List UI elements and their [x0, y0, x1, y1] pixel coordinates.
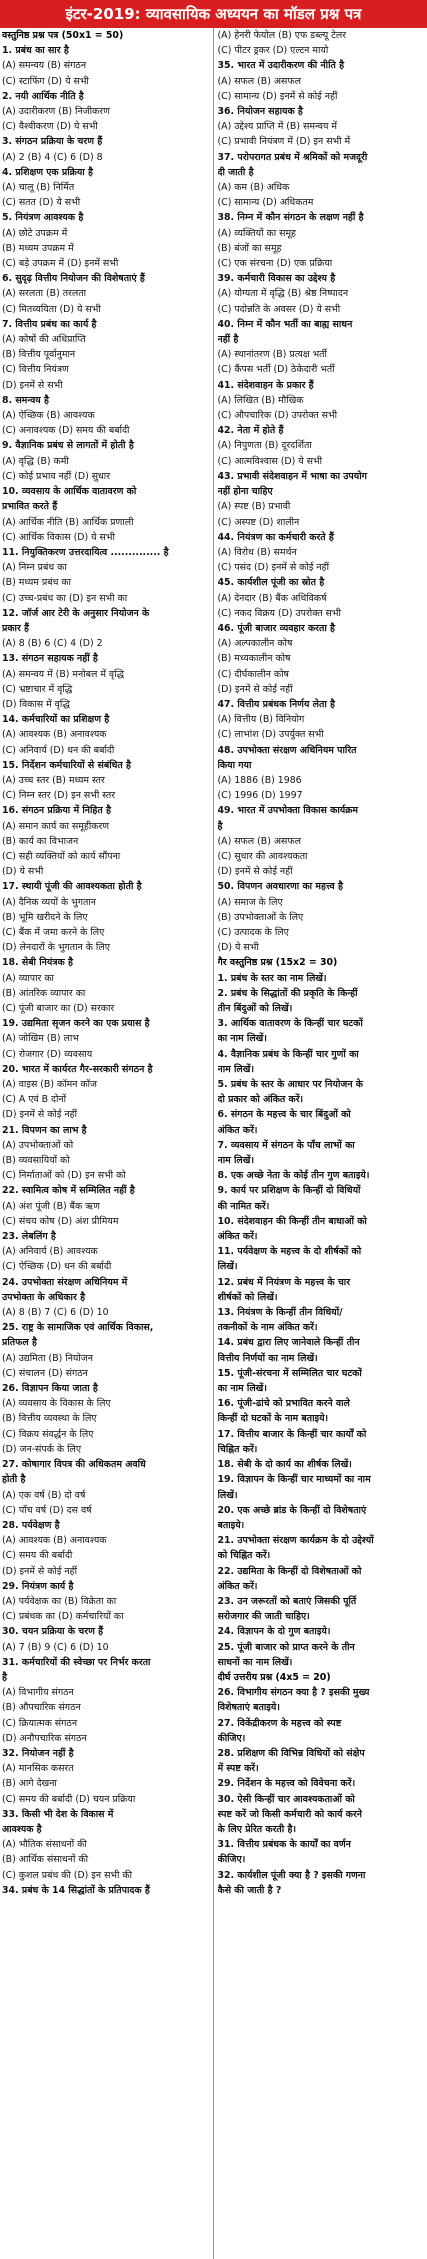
answer-options: (A) अल्पकालीन कोष — [217, 638, 293, 650]
answer-options: (A) व्यक्तियों का समूह — [217, 227, 297, 239]
answer-options: (C) सुधार की आवश्यकता — [217, 850, 308, 862]
question-text: नाम लिखें। — [217, 1155, 255, 1167]
answer-options: (A) समन्वय (B) संगठन — [2, 60, 87, 72]
question-text: 23. लेबलिंग है — [2, 1231, 56, 1243]
answer-options: (C) आत्मविश्वास (D) ये सभी — [217, 455, 323, 467]
question-text: 49. भारत में उपभोक्ता विकास कार्यक्रम — [217, 805, 358, 817]
answer-options: (C) समय की बर्बादी (D) चयन प्रक्रिया — [2, 1793, 136, 1805]
answer-options: (C) निर्माताओं को (D) इन सभी को — [2, 1170, 126, 1182]
question-text: 12. जॉर्ज आर टेरी के अनुसार नियोजन के — [2, 607, 150, 619]
question-text: 1. प्रबंध के स्तर का नाम लिखें। — [217, 972, 327, 984]
answer-options: (D) जन-संपर्क के लिए — [2, 1443, 82, 1455]
answer-options: (C) संचालन (D) संगठन — [2, 1367, 88, 1379]
question-text: लिखें। — [217, 1261, 238, 1273]
answer-options: (D) इनमें से कोई नहीं — [217, 866, 293, 878]
answer-options: (A) 1886 (B) 1986 — [217, 774, 302, 786]
question-text: 45. कार्यशील पूंजी का स्रोत है — [217, 577, 325, 589]
answer-options: (C) बैंक में जमा करने के लिए — [2, 926, 105, 938]
answer-options: (C) पसंद (D) इनमें से कोई नहीं — [217, 562, 330, 574]
question-text: अंकित करें। — [217, 1580, 258, 1592]
answer-options: (A) निम्न प्रबंध का — [2, 562, 67, 574]
answer-options: (D) इनमें से कोई नहीं — [2, 1109, 78, 1121]
answer-options: (A) समाज के लिए — [217, 896, 283, 908]
answer-options: (A) सरलता (B) तरलता — [2, 288, 87, 300]
question-text: 7. व्यवसाय में संगठन के पाँच लाभों का — [217, 1139, 355, 1151]
answer-options: (B) बंजों का समूह — [217, 242, 282, 254]
question-text: 25. पूंजी बाजार को प्राप्त करने के तीन — [217, 1641, 355, 1653]
question-text: स्पष्ट करें जो किसी कर्मचारी को कार्य करने — [217, 1808, 362, 1820]
answer-options: (D) ये सभी — [2, 866, 44, 878]
question-text: 25. राष्ट्र के सामाजिक एवं आर्थिक विकास, — [2, 1322, 154, 1334]
question-text: 18. सेबी नियंत्रक है — [2, 957, 73, 969]
answer-options: (C) प्रभावी नियंत्रण में (D) इन सभी में — [217, 136, 351, 148]
question-text: 50. विपणन अवधारणा का महत्त्व है — [217, 881, 344, 893]
answer-options: (B) उपभोक्ताओं के लिए — [217, 911, 304, 923]
question-text: 13. नियंत्रण के किन्हीं तीन विधियों/ — [217, 1307, 343, 1319]
question-text: 4. वैज्ञानिक प्रबंध के किन्हीं चार गुणों का — [217, 1048, 359, 1060]
answer-options: (D) विकास में वृद्धि — [2, 698, 70, 710]
answer-options: (D) अनौपचारिक संगठन — [2, 1732, 87, 1744]
answer-options: (C) आर्थिक विकास (D) ये सभी — [2, 531, 115, 543]
question-text: 22. स्वामित्व कोष में सम्मिलित नहीं है — [2, 1185, 135, 1197]
question-text: 18. सेबी के दो कार्य का शीर्षक लिखें। — [217, 1459, 352, 1471]
question-text: का नाम लिखें। — [217, 1383, 267, 1395]
answer-options: (C) सही व्यक्तियों को कार्य सौंपना — [2, 850, 121, 862]
question-text: तकनीकों के नाम अंकित करें। — [217, 1322, 318, 1334]
question-text: 19. विज्ञापन के किन्हीं चार माध्यमों का नाम — [217, 1474, 371, 1486]
question-text: 11. पर्यवेक्षण के महत्त्व के दो शीर्षकों को — [217, 1246, 362, 1258]
question-text: सरोजगार की जाती चाहिए। — [217, 1611, 310, 1623]
question-text: बताइये। — [217, 1519, 245, 1531]
answer-options: (B) वित्तीय व्यवस्था के लिए — [2, 1413, 97, 1425]
question-text: 31. वित्तीय प्रबंधक के कार्यों का वर्णन — [217, 1839, 351, 1851]
question-text: 13. संगठन सहायक नहीं है — [2, 653, 98, 665]
answer-options: (A) 7 (B) 9 (C) 6 (D) 10 — [2, 1641, 109, 1653]
paper-title: इंटर-2019: व्यावसायिक अध्ययन का मॉडल प्रश्न पत्र — [0, 0, 427, 28]
question-text: 1. प्रबंध का सार है — [2, 45, 69, 57]
answer-options: (A) अंश पूंजी (B) बैंक ऋण — [2, 1200, 100, 1212]
answer-options: (C) पाँच वर्ष (D) दस वर्ष — [2, 1504, 92, 1516]
question-text: होती है — [2, 1474, 26, 1486]
question-text: 11. नियुक्तिकरण उत्तरदायित्व .............. है — [2, 546, 169, 558]
question-text: दो प्रकार को अंकित करें। — [217, 1094, 304, 1106]
answer-options: (C) लाभांश (D) उपर्युक्त सभी — [217, 729, 324, 741]
question-text: नहीं होना चाहिए — [217, 486, 273, 498]
answer-options: (A) उदारीकरण (B) निजीकरण — [2, 106, 110, 118]
question-text: 17. वित्तीय बाजार के किन्हीं चार कार्यों को — [217, 1428, 367, 1440]
question-text: 21. उपभोक्ता संरक्षण कार्यक्रम के दो उद्देश्यों — [217, 1535, 374, 1547]
question-text: कीजिए। — [217, 1854, 246, 1866]
answer-options: (D) इनमें से कोई नहीं — [217, 683, 293, 695]
answer-options: (A) पर्यवेक्षक का (B) विक्रेता का — [2, 1595, 117, 1607]
section-heading: दीर्घ उत्तरीय प्रश्न (4x5 = 20) — [217, 1671, 331, 1683]
question-text: 12. प्रबंध में नियंत्रण के महत्त्व के चार — [217, 1276, 351, 1288]
answer-options: (A) चालू (B) निर्मित — [2, 182, 75, 194]
question-text: 10. संदेशवाहन की किन्हीं तीन बाधाओं को — [217, 1215, 367, 1227]
question-text: 8. समन्वय है — [2, 394, 49, 406]
question-text: 38. निम्न में कौन संगठन के लक्षण नहीं है — [217, 212, 364, 224]
answer-options: (C) अनिवार्य (D) धन की बर्बादी — [2, 744, 115, 756]
question-text: में स्पष्ट करें। — [217, 1763, 259, 1775]
answer-options: (D) ये सभी — [217, 942, 259, 954]
answer-options: (A) दैनिक व्ययों के भुगतान — [2, 896, 97, 908]
question-text: 32. नियोजन नहीं है — [2, 1747, 74, 1759]
answer-options: (B) भूमि खरीदने के लिए — [2, 911, 88, 923]
question-text: 17. स्थायी पूंजी की आवश्यकता होती है — [2, 881, 142, 893]
answer-options: (C) क्रियात्मक संगठन — [2, 1717, 78, 1729]
answer-options: (C) 1996 (D) 1997 — [217, 790, 303, 802]
question-text: किन्हीं दो घटकों के नाम बताइये। — [217, 1413, 329, 1425]
answer-options: (A) छोटे उपक्रम में — [2, 227, 68, 239]
question-text: 20. एक अच्छे ब्रांड के किन्हीं दो विशेषताएं — [217, 1504, 367, 1516]
question-text: 24. उपभोक्ता संरक्षण अधिनियम में — [2, 1276, 128, 1288]
answer-options: (C) A एवं B दोनों — [2, 1094, 67, 1106]
question-text: 2. प्रबंध के सिद्धांतों की प्रकृति के किन्हीं — [217, 987, 358, 999]
question-text: 14. कर्मचारियों का प्रशिक्षण है — [2, 714, 110, 726]
answer-options: (D) इनमें से सभी — [2, 379, 63, 391]
question-text: 5. नियंत्रण आवश्यक है — [2, 212, 84, 224]
answer-options: (C) औपचारिक (D) उपरोक्त सभी — [217, 410, 338, 422]
answer-options: (A) 8 (B) 7 (C) 6 (D) 10 — [2, 1307, 109, 1319]
answer-options: (A) उपभोक्ताओं को — [2, 1139, 74, 1151]
answer-options: (B) औपचारिक संगठन — [2, 1702, 81, 1714]
question-text: 6. संगठन के महत्त्व के चार बिंदुओं को — [217, 1109, 351, 1121]
question-text: 16. पूंजी-ढांचे को प्रभावित करने वाले — [217, 1398, 350, 1410]
question-text: की नामित करें। — [217, 1200, 270, 1212]
answer-options: (A) सफल (B) असफल — [217, 75, 301, 87]
question-text: चिह्नित करें। — [217, 1443, 258, 1455]
question-text: 34. प्रबंध के 14 सिद्धांतों के प्रतिपादक हैं — [2, 1884, 150, 1896]
answer-options: (A) विरोध (B) समर्थन — [217, 546, 297, 558]
answer-options: (C) बड़े उपक्रम में (D) इनमें सभी — [2, 258, 119, 270]
question-text: 10. व्यवसाय के आर्थिक वातावरण को — [2, 486, 137, 498]
question-text: 3. संगठन प्रक्रिया के चरण हैं — [2, 136, 103, 148]
question-text: 46. पूंजी बाजार व्यवहार करता है — [217, 622, 336, 634]
question-text: 2. नयी आर्थिक नीति है — [2, 90, 84, 102]
question-text: 7. वित्तीय प्रबंध का कार्य है — [2, 318, 97, 330]
answer-options: (C) पीटर ड्रकर (D) एल्टन मायो — [217, 45, 329, 57]
section-heading: वस्तुनिष्ठ प्रश्न पत्र (50x1 = 50) — [2, 30, 124, 41]
answer-options: (A) 2 (B) 4 (C) 6 (D) 8 — [2, 151, 103, 163]
answer-options: (C) सामान्य (D) इनमें से कोई नहीं — [217, 90, 338, 102]
section-heading: गैर वस्तुनिष्ठ प्रश्न (15x2 = 30) — [217, 957, 338, 969]
answer-options: (C) एक संरचना (D) एक प्रक्रिया — [217, 258, 333, 270]
question-text: तीन बिंदुओं को लिखें। — [217, 1003, 293, 1014]
answer-options: (C) अनावश्यक (D) समय की बर्बादी — [2, 425, 130, 437]
question-text: 14. प्रबंध द्वारा लिए जानेवाले किन्हीं तीन — [217, 1337, 360, 1349]
question-text: प्रतिफल है — [2, 1337, 37, 1349]
question-text: 31. कर्मचारियों की स्वेच्छा पर निर्भर करता — [2, 1656, 151, 1668]
question-text: का नाम लिखें। — [217, 1033, 267, 1045]
answer-options: (C) भ्रष्टाचार में वृद्धि — [2, 683, 73, 695]
answer-options: (B) मध्यकालीन कोष — [217, 653, 291, 665]
answer-options: (C) कुशल प्रबंध की (D) इन सभी की — [2, 1869, 133, 1881]
answer-options: (B) वित्तीय पूर्वानुमान — [2, 349, 76, 361]
question-text: 5. प्रबंध के स्तर के आधार पर नियोजन के — [217, 1079, 363, 1091]
answer-options: (C) सतत (D) ये सभी — [2, 197, 81, 209]
answer-options: (A) योग्यता में वृद्धि (B) श्रेष्ठ निष्पादन — [217, 288, 349, 300]
right-column — [214, 28, 426, 2259]
answer-options: (C) समय की बर्बादी — [2, 1550, 73, 1562]
answer-options: (A) सफल (B) असफल — [217, 835, 301, 847]
question-text: है — [217, 820, 223, 832]
question-text: 27. विकेंद्रीकरण के महत्त्व को स्पष्ट — [217, 1717, 342, 1729]
answer-options: (C) प्रबंधक का (D) कर्मचारियों का — [2, 1611, 124, 1623]
question-text: 8. एक अच्छे नेता के कोई तीन गुण बताइये। — [217, 1170, 370, 1182]
question-text: 3. आर्थिक वातावरण के किन्हीं चार घटकों — [217, 1018, 363, 1030]
answer-options: (D) इनमें से कोई नहीं — [2, 1565, 78, 1577]
question-text: 21. विपणन का लाभ है — [2, 1124, 87, 1136]
question-text: कीजिए। — [217, 1732, 246, 1744]
question-text: 9. कार्य पर प्रशिक्षण के किन्हीं दो विधियों — [217, 1185, 361, 1197]
question-text: 6. सुदृढ़ वित्तीय नियोजन की विशेषताएं हैं — [2, 273, 145, 285]
left-column — [2, 28, 214, 2259]
question-text: 15. पूंजी-संरचना में सम्मिलित चार घटकों — [217, 1367, 362, 1379]
answer-options: (A) आवश्यक (B) अनावश्यक — [2, 729, 107, 741]
question-text: लिखें। — [217, 1489, 238, 1501]
answer-options: (A) उद्देश्य प्राप्ति में (B) समन्वय में — [217, 121, 337, 133]
answer-options: (A) वित्तीय (B) विनियोग — [217, 714, 305, 726]
answer-options: (A) जोखिम (B) लाभ — [2, 1033, 79, 1045]
question-text: कैसे की जाती है ? — [217, 1884, 282, 1896]
question-text: 27. कोषागार विपत्र की अधिकतम अवधि — [2, 1459, 146, 1471]
question-text: 40. निम्न में कौन भर्ती का बाह्य साधन — [217, 318, 353, 330]
answer-options: (C) उच्च-प्रबंध का (D) इन सभी का — [2, 592, 128, 604]
answer-options: (A) ऐच्छिक (B) आवश्यक — [2, 410, 95, 422]
answer-options: (C) वैश्वीकरण (D) ये सभी — [2, 121, 98, 133]
question-text: 39. कर्मचारी विकास का उद्देश्य है — [217, 273, 336, 285]
question-text: है — [2, 1671, 7, 1683]
answer-options: (A) वृद्धि (B) कमी — [2, 455, 69, 467]
answer-options: (A) उद्यमिता (B) नियोजन — [2, 1352, 93, 1364]
answer-options: (A) आवश्यक (B) अनावश्यक — [2, 1535, 107, 1547]
question-text: 22. उद्यमिता के किन्हीं दो विशेषताओं को — [217, 1565, 362, 1577]
question-text: साधनों का नाम लिखें। — [217, 1656, 293, 1668]
question-text: 24. विज्ञापन के दो गुण बताइये। — [217, 1626, 331, 1638]
answer-options: (B) कार्य का विभाजन — [2, 835, 79, 847]
answer-options: (A) निपुणता (B) दूरदर्शिता — [217, 440, 312, 452]
answer-options: (B) आगे देखना — [2, 1778, 57, 1790]
answer-options: (A) हेनरी फेयोल (B) एफ डब्ल्यू टेलर — [217, 30, 347, 41]
answer-options: (C) सामान्य (D) अधिकतम — [217, 197, 314, 209]
question-text: 26. विभागीय संगठन क्या है ? इसकी मुख्य — [217, 1687, 370, 1699]
answer-options: (A) एक वर्ष (B) दो वर्ष — [2, 1489, 86, 1501]
answer-options: (C) कैंपस भर्ती (D) ठेकेदारी भर्ती — [217, 364, 335, 376]
answer-options: (C) नकद विक्रय (D) उपरोक्त सभी — [217, 607, 341, 619]
question-text: 47. वित्तीय प्रबंधक निर्णय लेता है — [217, 698, 336, 710]
answer-options: (A) स्थानांतरण (B) प्रत्यक्ष भर्ती — [217, 349, 327, 361]
answer-options: (A) विभागीय संगठन — [2, 1687, 74, 1699]
question-text: के लिए प्रेरित करती है। — [217, 1823, 297, 1835]
question-text: नहीं है — [217, 334, 239, 346]
question-text: उपभोक्ता के अधिकार है — [2, 1291, 86, 1303]
answer-options: (C) उत्पादक के लिए — [217, 926, 289, 938]
answer-options: (C) अस्पष्ट (D) शालीन — [217, 516, 300, 528]
question-text: शीर्षकों को लिखें। — [217, 1291, 278, 1303]
answer-options: (C) निम्न स्तर (D) इन सभी स्तर — [2, 790, 116, 802]
answer-options: (B) आंतरिक व्यापार का — [2, 987, 86, 999]
question-text: आवश्यक है — [2, 1823, 42, 1835]
question-text: 4. प्रशिक्षण एक प्रक्रिया है — [2, 166, 93, 178]
answer-options: (C) ऐच्छिक (D) धन की बर्बादी — [2, 1261, 112, 1273]
answer-options: (C) संचय कोष (D) अंश प्रीमियम — [2, 1215, 119, 1227]
answer-options: (D) लेनदारों के भुगतान के लिए — [2, 942, 110, 954]
question-text: 19. उद्यमिता सृजन करने का एक प्रयास है — [2, 1018, 150, 1030]
answer-options: (C) रोजगार (D) व्यवसाय — [2, 1048, 93, 1060]
answer-options: (C) मितव्ययिता (D) ये सभी — [2, 303, 101, 315]
question-text: 15. निर्देशन कर्मचारियों से संबंधित है — [2, 759, 131, 771]
question-text: 37. परोपरागत प्रबंध में श्रमिकों को मजदूरी — [217, 151, 368, 163]
question-text: दी जाती है — [217, 166, 254, 178]
question-text: 33. किसी भी देश के विकास में — [2, 1808, 114, 1820]
question-text: 29. निर्देशन के महत्त्व को विवेचना करें। — [217, 1778, 356, 1790]
answer-options: (C) दीर्घकालीन कोष — [217, 668, 289, 680]
answer-options: (C) वित्तीय नियंत्रण — [2, 364, 69, 376]
question-text: वित्तीय निर्णयों का नाम लिखें। — [217, 1352, 318, 1364]
answer-options: (A) अनिवार्य (B) आवश्यक — [2, 1246, 98, 1258]
answer-options: (C) पदोन्नति के अवसर (D) ये सभी — [217, 303, 341, 315]
answer-options: (A) लिखित (B) मौखिक — [217, 394, 304, 406]
question-text: 48. उपभोक्ता संरक्षण अधिनियम पारित — [217, 744, 357, 756]
question-text: 30. चयन प्रक्रिया के चरण हैं — [2, 1626, 104, 1638]
answer-options: (A) वाइस (B) कॉमन कॉज — [2, 1079, 97, 1091]
question-text: 26. विज्ञापन किया जाता है — [2, 1383, 98, 1395]
answer-options: (A) मानसिक कसरत — [2, 1763, 74, 1775]
answer-options: (A) कम (B) अधिक — [217, 182, 290, 194]
question-text: 32. कार्यशील पूंजी क्या है ? इसकी गणना — [217, 1869, 366, 1881]
answer-options: (A) व्यवसाय के विकास के लिए — [2, 1398, 111, 1410]
answer-options: (C) विक्रय संवर्द्धन के लिए — [2, 1428, 94, 1440]
answer-options: (A) 8 (B) 6 (C) 4 (D) 2 — [2, 638, 103, 650]
question-text: अंकित करें। — [217, 1231, 258, 1243]
answer-options: (A) देनदार (B) बैंक अधिविकर्ष — [217, 592, 327, 604]
answer-options: (C) पूंजी बाजार का (D) सरकार — [2, 1003, 115, 1014]
question-text: 42. नेता में होते हैं — [217, 425, 284, 437]
answer-options: (A) समान कार्य का समूहीकरण — [2, 820, 110, 832]
question-text: 43. प्रभावी संदेशवाहन में भाषा का उपयोग — [217, 470, 367, 482]
answer-options: (A) स्पष्ट (B) प्रभावी — [217, 501, 291, 513]
answer-options: (A) आर्थिक नीति (B) आर्थिक प्रणाली — [2, 516, 134, 528]
question-text: 16. संगठन प्रक्रिया में निहित है — [2, 805, 111, 817]
question-text: 20. भारत में कार्यरत गैर-सरकारी संगठन है — [2, 1063, 153, 1075]
question-text: 29. नियंत्रण कार्य है — [2, 1580, 74, 1592]
question-text: विशेषताएं बताइये। — [217, 1702, 280, 1714]
question-text: 30. ऐसी किन्हीं चार आवश्यकताओं को — [217, 1793, 355, 1805]
question-text: प्रभावित करते हैं — [2, 501, 58, 513]
answer-options: (A) व्यापार का — [2, 972, 54, 984]
question-text: 9. वैज्ञानिक प्रबंध से लागतों में होती है — [2, 440, 134, 452]
question-text: 23. उन जरूरतों को बताएं जिसकी पूर्ति — [217, 1595, 357, 1607]
answer-options: (B) मध्यम उपक्रम में — [2, 242, 74, 254]
question-text: 41. संदेशवाहन के प्रकार हैं — [217, 379, 314, 391]
question-text: प्रकार हैं — [2, 622, 30, 634]
answer-options: (C) कोई प्रभाव नहीं (D) सुधार — [2, 470, 111, 482]
answer-options: (B) आर्थिक संसाधनों की — [2, 1854, 89, 1866]
answer-options: (A) उच्च स्तर (B) मध्यम स्तर — [2, 774, 105, 786]
question-text: नाम लिखें। — [217, 1063, 255, 1075]
answer-options: (B) व्यवसायियों को — [2, 1155, 70, 1167]
question-text: 44. नियंत्रण का कर्मचारी करते हैं — [217, 531, 334, 543]
question-text: 28. पर्यवेक्षण है — [2, 1519, 60, 1531]
answer-options: (A) कोषों की अधिप्राप्ति — [2, 334, 86, 346]
answer-options: (A) समन्वय में (B) मनोबल में वृद्धि — [2, 668, 125, 680]
question-text: 35. भारत में उदारीकरण की नीति है — [217, 60, 345, 72]
question-text: किया गया — [217, 759, 252, 771]
question-text: 36. नियोजन सहायक है — [217, 106, 303, 118]
question-text: अंकित करें। — [217, 1124, 258, 1136]
answer-options: (C) स्टाफिंग (D) ये सभी — [2, 75, 89, 87]
question-text: को चिह्नित करें। — [217, 1550, 271, 1562]
columns — [0, 28, 427, 2259]
question-text: 28. प्रशिक्षण की विभिन्न विधियों को संक्षेप — [217, 1747, 365, 1759]
answer-options: (A) भौतिक संसाधनों की — [2, 1839, 87, 1851]
answer-options: (B) मध्यम प्रबंध का — [2, 577, 71, 589]
